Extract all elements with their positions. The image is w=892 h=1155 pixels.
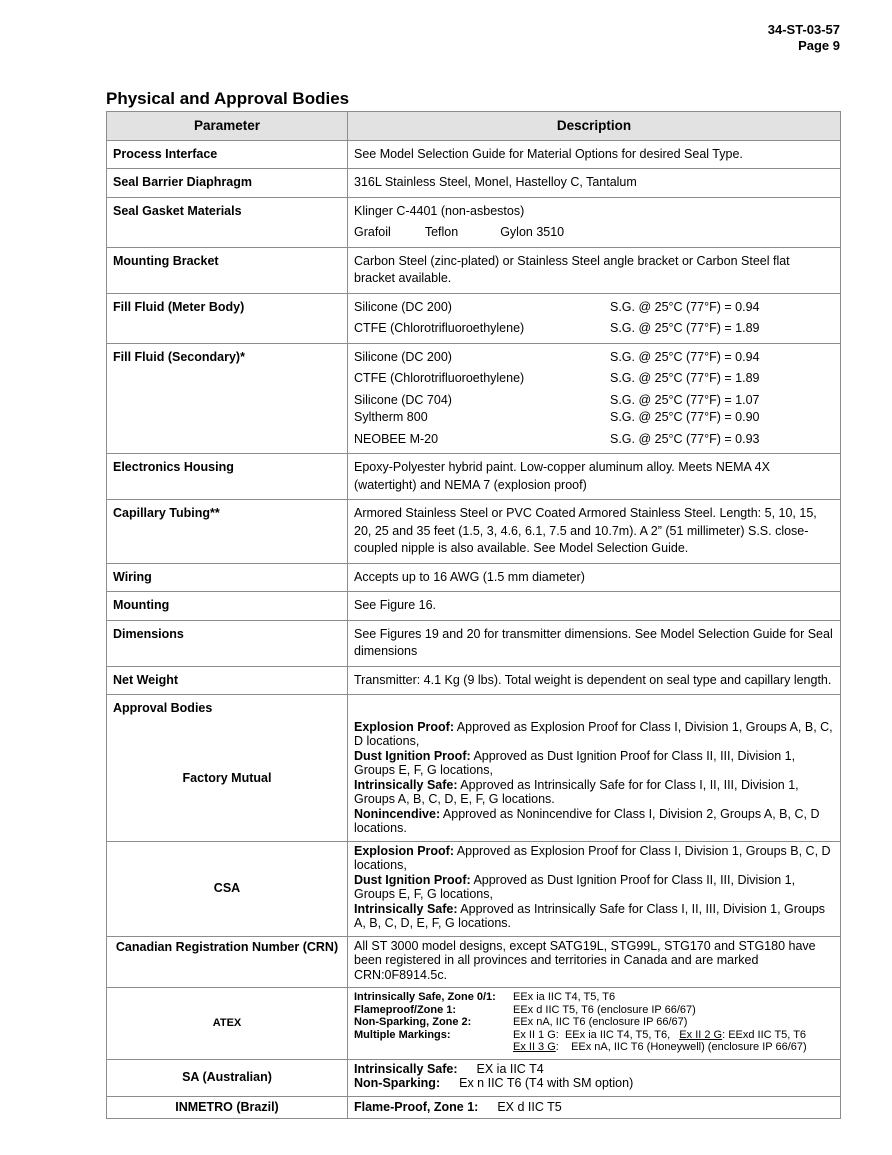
approval-item bbox=[354, 902, 834, 931]
approval-item bbox=[354, 749, 834, 778]
document-number: 34-ST-03-57 bbox=[767, 22, 840, 37]
approval-item-value: Approved as Explosion Proof for Class I, Division 1, Groups B, C, D locations, bbox=[354, 843, 831, 872]
desc-cell: 316L Stainless Steel, Monel, Hastelloy C, Tantalum bbox=[348, 169, 841, 198]
approval-item bbox=[354, 778, 834, 807]
approval-item-value: Approved as Nonincendive for Class I, Division 2, Groups A, B, C, D locations. bbox=[354, 806, 820, 835]
specifications-table bbox=[106, 111, 841, 1119]
approval-item-value: Approved as Explosion Proof for Class I, Division 1, Groups A, B, C, D locations, bbox=[354, 719, 833, 748]
approval-item-key: Non-Sparking: bbox=[354, 1076, 441, 1090]
fluid-sg: S.G. @ 25°C (77°F) = 0.90 bbox=[610, 410, 760, 424]
fluid-row bbox=[354, 370, 834, 388]
table-row bbox=[107, 293, 841, 343]
desc-cell: See Model Selection Guide for Material Options for desired Seal Type. bbox=[348, 140, 841, 169]
param-cell: Mounting bbox=[107, 592, 348, 621]
param-cell: Net Weight bbox=[107, 666, 348, 695]
desc-cell: Armored Stainless Steel or PVC Coated Armored Stainless Steel. Length: 5, 10, 15, 20, 25 and 35 feet (1.5, 3, 4.6, 6.1, 7.5 and 10.7m). A 2” (51 millimeter) S.S. close-coupled nipple is also available. See Model Selection Guide. bbox=[348, 500, 841, 564]
approval-item-key: Explosion Proof: bbox=[354, 843, 454, 858]
fluid-row bbox=[354, 349, 834, 367]
fluid-row bbox=[354, 320, 834, 338]
atex-key bbox=[354, 1041, 513, 1054]
gasket-line: Klinger C-4401 (non-asbestos) bbox=[354, 203, 525, 218]
table-row bbox=[107, 936, 841, 988]
table-header-row bbox=[107, 112, 841, 141]
table-row bbox=[107, 454, 841, 500]
param-cell: Approval Bodies bbox=[107, 695, 348, 718]
table-row bbox=[107, 1096, 841, 1119]
marking-text: : EExd IIC T5, T6 bbox=[722, 1028, 807, 1041]
atex-key: Multiple Markings: bbox=[354, 1028, 451, 1041]
param-cell: Electronics Housing bbox=[107, 454, 348, 500]
desc-cell: Carbon Steel (zinc-plated) or Stainless Steel angle bracket or Carbon Steel flat bracket available. bbox=[348, 247, 841, 293]
fluid-name: Silicone (DC 200) bbox=[354, 349, 452, 364]
desc-cell bbox=[348, 343, 841, 454]
approval-item-key: Intrinsically Safe: bbox=[354, 1061, 458, 1076]
approval-body-details: All ST 3000 model designs, except SATG19L, STG99L, STG170 and STG180 have been registered in all provinces and territories in Canada and are marked CRN:0F8914.5c. bbox=[348, 936, 841, 988]
table-row bbox=[107, 592, 841, 621]
fluid-sg: S.G. @ 25°C (77°F) = 1.89 bbox=[610, 371, 760, 385]
marking-code: Ex II 1 G: bbox=[513, 1028, 559, 1041]
atex-row bbox=[354, 1004, 834, 1017]
gasket-option: Teflon bbox=[424, 225, 459, 239]
marking-text: : EEx nA, IIC T6 (Honeywell) (enclosure IP 66/67) bbox=[555, 1041, 807, 1053]
approval-body-name: ATEX bbox=[107, 988, 348, 1060]
fluid-name: Silicone (DC 200) bbox=[354, 299, 452, 314]
atex-key: Non-Sparking, Zone 2: bbox=[354, 1016, 472, 1028]
approval-body-details bbox=[348, 1096, 841, 1119]
approval-item-key: Explosion Proof: bbox=[354, 719, 454, 734]
param-cell: Process Interface bbox=[107, 140, 348, 169]
approval-item-value: EX ia IIC T4 bbox=[476, 1061, 544, 1076]
param-cell: Wiring bbox=[107, 563, 348, 592]
desc-cell bbox=[348, 293, 841, 343]
atex-value bbox=[513, 1029, 806, 1042]
approval-item bbox=[354, 1062, 834, 1077]
approval-item-key: Intrinsically Safe: bbox=[354, 901, 458, 916]
approval-item bbox=[354, 844, 834, 873]
fluid-name: CTFE (Chlorotrifluoroethylene) bbox=[354, 321, 525, 335]
fluid-name: Silicone (DC 704) bbox=[354, 392, 452, 407]
approval-body-name: CSA bbox=[107, 841, 348, 936]
fluid-sg: S.G. @ 25°C (77°F) = 1.07 bbox=[610, 392, 760, 407]
desc-cell: See Figures 19 and 20 for transmitter dimensions. See Model Selection Guide for Seal dimensions bbox=[348, 620, 841, 666]
column-header-parameter: Parameter bbox=[107, 112, 348, 141]
approval-body-details bbox=[348, 1059, 841, 1096]
approval-item-value: EX d IIC T5 bbox=[497, 1099, 562, 1114]
fluid-row bbox=[354, 299, 834, 317]
table-row bbox=[107, 197, 841, 247]
page-number: Page 9 bbox=[798, 38, 840, 53]
atex-value: EEx d IIC T5, T6 (enclosure IP 66/67) bbox=[513, 1003, 696, 1016]
atex-row bbox=[354, 1041, 834, 1054]
table-row bbox=[107, 1059, 841, 1096]
table-row bbox=[107, 666, 841, 695]
fluid-sg: S.G. @ 25°C (77°F) = 0.93 bbox=[610, 431, 760, 446]
table-row bbox=[107, 140, 841, 169]
approval-item-value: Ex n IIC T6 (T4 with SM option) bbox=[459, 1076, 634, 1090]
param-cell: Seal Barrier Diaphragm bbox=[107, 169, 348, 198]
param-cell: Seal Gasket Materials bbox=[107, 197, 348, 247]
approval-body-name: Factory Mutual bbox=[107, 718, 348, 842]
gasket-option: Grafoil bbox=[354, 225, 391, 239]
fluid-name: Syltherm 800 bbox=[354, 410, 428, 424]
desc-cell bbox=[348, 695, 841, 718]
fluid-name: CTFE (Chlorotrifluoroethylene) bbox=[354, 371, 525, 385]
approval-item-key: Flame-Proof, Zone 1: bbox=[354, 1099, 479, 1114]
approval-item-key: Dust Ignition Proof: bbox=[354, 872, 471, 887]
marking-code: Ex II 3 G bbox=[513, 1041, 556, 1053]
fluid-sg: S.G. @ 25°C (77°F) = 0.94 bbox=[610, 299, 760, 314]
table-row bbox=[107, 620, 841, 666]
fluid-row bbox=[354, 409, 834, 427]
param-cell: Fill Fluid (Secondary)* bbox=[107, 343, 348, 454]
table-row bbox=[107, 343, 841, 454]
approval-body-name: SA (Australian) bbox=[107, 1059, 348, 1096]
approval-body-details bbox=[348, 988, 841, 1060]
approval-item-value: Approved as Intrinsically Safe for for Class I, II, III, Division 1, Groups A, B, C, D, E, F, G locations. bbox=[354, 777, 799, 806]
desc-cell: Accepts up to 16 AWG (1.5 mm diameter) bbox=[348, 563, 841, 592]
fluid-name: NEOBEE M-20 bbox=[354, 431, 439, 446]
table-row bbox=[107, 247, 841, 293]
approval-item-key: Dust Ignition Proof: bbox=[354, 748, 471, 763]
atex-row bbox=[354, 1016, 834, 1029]
approval-item-value: Approved as Dust Ignition Proof for Class II, III, Division 1, Groups E, F, G locations, bbox=[354, 748, 796, 777]
approval-item-value: Approved as Dust Ignition Proof for Class II, III, Division 1, Groups E, F, G locations, bbox=[354, 872, 796, 901]
approval-item-key: Nonincendive: bbox=[354, 806, 441, 821]
desc-cell: Epoxy-Polyester hybrid paint. Low-copper aluminum alloy. Meets NEMA 4X (watertight) and NEMA 7 (explosion proof) bbox=[348, 454, 841, 500]
table-row bbox=[107, 563, 841, 592]
atex-row bbox=[354, 1029, 834, 1042]
fluid-row bbox=[354, 392, 834, 410]
fluid-sg: S.G. @ 25°C (77°F) = 0.94 bbox=[610, 349, 760, 364]
table-row bbox=[107, 695, 841, 718]
param-cell: Mounting Bracket bbox=[107, 247, 348, 293]
approval-body-details bbox=[348, 841, 841, 936]
table-row bbox=[107, 500, 841, 564]
approval-item bbox=[354, 720, 834, 749]
param-cell: Fill Fluid (Meter Body) bbox=[107, 293, 348, 343]
approval-body-name: Canadian Registration Number (CRN) bbox=[107, 936, 348, 988]
column-header-description: Description bbox=[348, 112, 841, 141]
atex-value bbox=[513, 1041, 807, 1054]
marking-text: EEx ia IIC T4, T5, T6, bbox=[558, 1028, 680, 1041]
approval-body-details bbox=[348, 718, 841, 842]
gasket-option: Gylon 3510 bbox=[500, 225, 565, 239]
table-row bbox=[107, 718, 841, 842]
atex-key: Intrinsically Safe, Zone 0/1: bbox=[354, 991, 496, 1003]
atex-key: Flameproof/Zone 1: bbox=[354, 1003, 457, 1016]
desc-cell bbox=[348, 197, 841, 247]
marking-code: Ex II 2 G bbox=[679, 1028, 723, 1041]
desc-cell: See Figure 16. bbox=[348, 592, 841, 621]
fluid-sg: S.G. @ 25°C (77°F) = 1.89 bbox=[610, 321, 760, 335]
approval-item-key: Intrinsically Safe: bbox=[354, 777, 458, 792]
atex-row bbox=[354, 991, 834, 1004]
table-row bbox=[107, 841, 841, 936]
atex-value: EEx ia IIC T4, T5, T6 bbox=[513, 991, 616, 1003]
fluid-row bbox=[354, 431, 834, 449]
approval-item bbox=[354, 1076, 834, 1091]
approval-body-name: INMETRO (Brazil) bbox=[107, 1096, 348, 1119]
approval-item bbox=[354, 807, 834, 836]
page-header bbox=[768, 22, 840, 54]
approval-item bbox=[354, 873, 834, 902]
section-title: Physical and Approval Bodies bbox=[106, 89, 350, 108]
param-cell: Capillary Tubing** bbox=[107, 500, 348, 564]
atex-value: EEx nA, IIC T6 (enclosure IP 66/67) bbox=[513, 1016, 688, 1028]
table-row bbox=[107, 988, 841, 1060]
approval-item-value: Approved as Intrinsically Safe for Class I, II, III, Division 1, Groups A, B, C, D, E, F, G locations. bbox=[354, 901, 826, 930]
desc-cell: Transmitter: 4.1 Kg (9 lbs). Total weight is dependent on seal type and capillary length. bbox=[348, 666, 841, 695]
gasket-options bbox=[354, 224, 834, 242]
table-row bbox=[107, 169, 841, 198]
param-cell: Dimensions bbox=[107, 620, 348, 666]
